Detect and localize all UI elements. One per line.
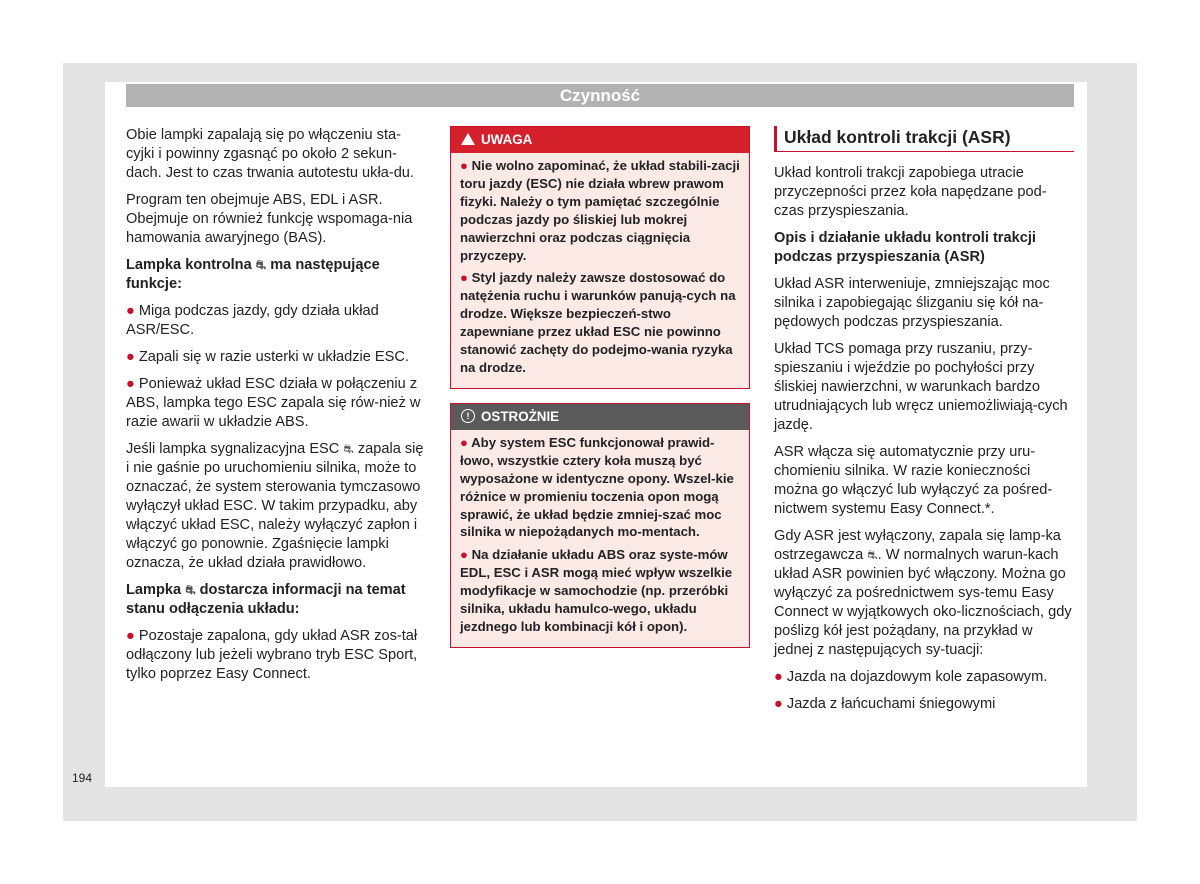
section-header: Czynność [126,84,1074,107]
warning-triangle-icon [461,133,475,145]
skidding-car-icon: ⛐ [255,258,267,272]
bullet-icon: ● [126,376,135,392]
bullet-icon: ● [774,669,783,685]
subheading: Opis i działanie układu kontroli trakcji podczas przyspieszania (ASR) [774,230,1036,265]
caution-item: ● Na działanie układu ABS oraz syste-mów EDL, ESC i ASR mogą mieć wpływ wszelkie modyfikacje w samochodzie (np. przeróbki silnika, układu hamulco-wego, układu jezdnego lub kombinacji kół i opon). [460,547,733,634]
list-item: ● Ponieważ układ ESC działa w połączeniu z ABS, lampka tego ESC zapala się rów-nież w razie awarii w układzie ABS. [126,376,421,430]
bullet-icon: ● [460,434,468,450]
section-title: Układ kontroli trakcji (ASR) [774,126,1074,152]
list-item: ● Jazda na dojazdowym kole zapasowym. [774,669,1048,685]
warning-item: ● Styl jazdy należy zawsze dostosować do natężenia ruchu i warunków panują-cych na drodze. Większe bezpieczeń-stwo zapewniane przez układ ESC nie powinno stanowić zachęty do podejmo-wania ryzyka na drodze. [460,270,736,375]
warning-item: ● Nie wolno zapominać, że układ stabili-zacji toru jazdy (ESC) nie działa wbrew prawom fizyki. Należy o tym pamiętać szczególnie podczas jazdy po śliskiej lub mokrej nawierzchni oraz podczas ciągnięcia przyczepy. [460,158,740,263]
paragraph: Gdy ASR jest wyłączony, zapala się lamp-ka ostrzegawcza ⛐. W normalnych warun-kach układ ASR powinien być włączony. Można go wyłączyć za pośrednictwem sys-temu Easy Connect w wyjątkowych oko-licznościach, gdy poślizg kół jest pożądany, na przykład w jednej z następujących sy-tuacji: [774,528,1072,658]
caution-item: ● Aby system ESC funkcjonował prawid-łowo, wszystkie cztery koła muszą być wyposażone w identyczne opony. Wszel-kie różnice w promieniu toczenia opon mogą sprawić, że układ będzie zmniej-szać moc silnika w niepożądanych mo-mentach. [460,434,734,540]
paragraph: Układ kontroli trakcji zapobiega utracie przyczepności przez koła napędzane pod-czas przyspieszania. [774,165,1047,219]
bullet-icon: ● [460,547,468,563]
paragraph: Jeśli lampka sygnalizacyjna ESC ⛐ zapala się i nie gaśnie po uruchomieniu silnika, może to oznaczać, że system sterowania tymczasowo wyłączył układ ESC. W takim przypadku, aby włączyć układ ESC, należy wyłączyć zapłon i włączyć go ponownie. Zgaśnięcie lampki oznacza, że układ działa prawidłowo. [126,441,424,571]
skidding-car-off-icon: ⛐ [867,548,878,562]
column-left [126,126,426,692]
paragraph: Program ten obejmuje ABS, EDL i ASR. Obejmuje on również funkcję wspomaga-nia hamowania awaryjnego (BAS). [126,192,413,246]
paragraph: Układ ASR interweniuje, zmniejszając moc silnika i zapobiegając ślizganiu się kół na-pędowych podczas przyspieszania. [774,276,1050,330]
page-number: 194 [72,771,93,785]
info-circle-icon: ! [461,409,475,423]
list-item: ● Jazda z łańcuchami śniegowymi [774,696,996,712]
skidding-car-icon: ⛐ [343,442,354,456]
bullet-icon: ● [126,303,135,319]
warning-header: UWAGA [451,127,749,153]
bullet-icon: ● [126,628,135,644]
skidding-car-off-icon: ⛐ [185,583,196,597]
warning-box [450,126,750,389]
paragraph: Obie lampki zapalają się po włączeniu sta-cyjki i powinny zgasnąć po około 2 sekun-dach. Jest to czas trwania autotestu ukła-du. [126,127,414,181]
list-item: ● Zapali się w razie usterki w układzie ESC. [126,349,409,365]
subheading: Lampka ⛐ dostarcza informacji na temat stanu odłączenia układu: [126,582,406,617]
bullet-icon: ● [460,158,468,173]
caution-header: ! OSTROŻNIE [451,404,749,430]
bullet-icon: ● [460,270,468,286]
column-middle [450,126,750,648]
paragraph: Układ TCS pomaga przy ruszaniu, przy-spieszaniu i wjeździe po pochyłości przy śliskiej nawierzchni, w warunkach bardzo utrudniających lub wręcz uniemożliwiają-cych jazdę. [774,341,1068,433]
paragraph: ASR włącza się automatycznie przy uru-chomieniu silnika. W razie konieczności można go włączyć lub wyłączyć za pośred-nictwem systemu Easy Connect.*. [774,444,1053,517]
list-item: ● Pozostaje zapalona, gdy układ ASR zos-tał odłączony lub jeżeli wybrano tryb ESC Sport, tylko poprzez Easy Connect. [126,628,418,682]
subheading: Lampka kontrolna ⛐ ma następujące funkcje: [126,257,380,292]
caution-box [450,403,750,648]
column-right [774,126,1074,722]
list-item: ● Miga podczas jazdy, gdy działa układ ASR/ESC. [126,303,379,338]
bullet-icon: ● [774,696,783,712]
bullet-icon: ● [126,349,135,365]
